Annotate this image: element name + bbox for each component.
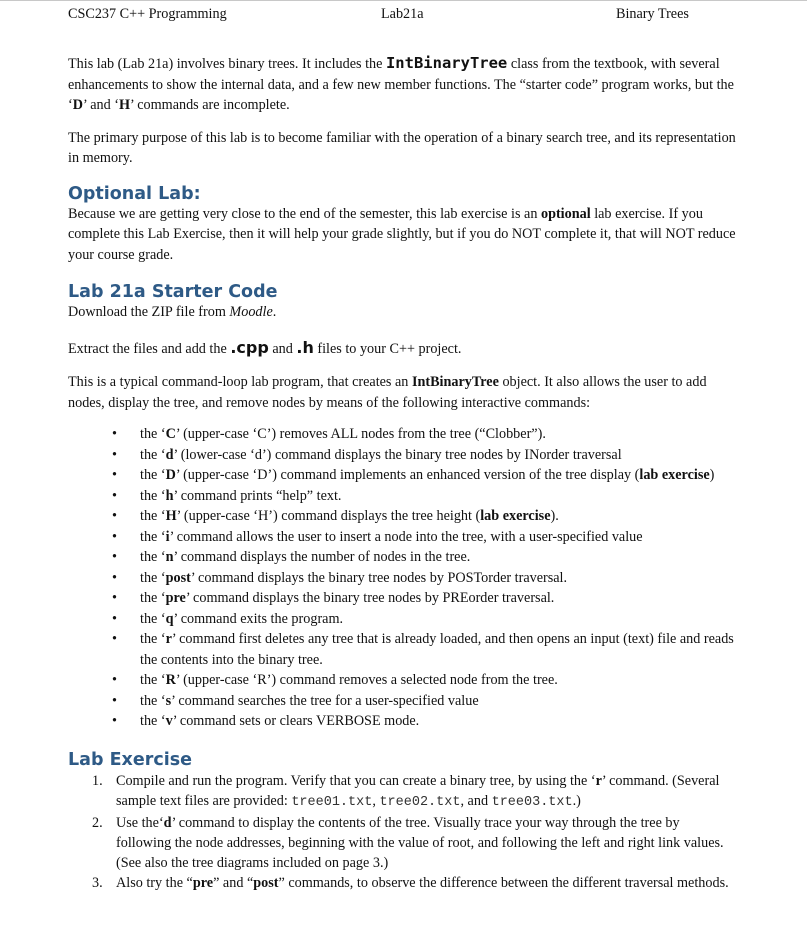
list-item: • the ‘H’ (upper-case ‘H’) command displays the tree height (lab exercise). [68,506,736,527]
bullet-icon: • [112,692,117,709]
list-item: • the ‘D’ (upper-case ‘D’) command implements an enhanced version of the tree display (lab exercise) [68,465,736,486]
optional-lab-paragraph: Because we are getting very close to the end of the semester, this lab exercise is an optional lab exercise. If you complete this Lab Exercise, then it will help your grade slightly, but if you do NOT complete it, that will NOT reduce your course grade. [68,205,736,263]
bullet-icon: • [112,569,117,586]
download-paragraph: Download the ZIP file from Moodle. [68,304,277,320]
bullet-icon: • [112,446,117,463]
extract-paragraph: Extract the files and add the .cpp and .h files to your C++ project. [68,337,462,357]
list-item: • the ‘d’ (lower-case ‘d’) command displays the binary tree nodes by INorder traversal [68,445,736,466]
file-tree03: tree03.txt [491,794,573,810]
list-item: • the ‘s’ command searches the tree for a user-specified value [68,691,736,712]
cpp-extension: .cpp [230,337,269,357]
command-list [68,424,736,732]
list-item: • the ‘R’ (upper-case ‘R’) command removes a selected node from the tree. [68,670,736,691]
bullet-icon: • [112,672,117,688]
moodle-text: Moodle [229,304,273,320]
exercise-step-3: 3. Also try the “pre” and “post” commands, to observe the difference between the different traversal methods. [92,874,729,891]
page-header [68,6,708,26]
header-course: CSC237 C++ Programming [68,6,227,22]
bullet-icon: • [112,610,117,627]
bullet-icon: • [112,426,117,442]
bullet-icon: • [112,631,117,647]
bullet-icon: • [112,487,117,504]
file-tree02: tree02.txt [379,794,461,810]
list-item: • the ‘q’ command exits the program. [68,609,736,630]
purpose-paragraph: The primary purpose of this lab is to become familiar with the operation of a binary search tree, and its representation in memory. [68,129,736,166]
h-extension: .h [296,337,314,357]
list-item: • the ‘pre’ command displays the binary tree nodes by PREorder traversal. [68,588,736,609]
lab-exercise-heading: Lab Exercise [68,749,192,770]
header-lab: Lab21a [381,6,424,22]
exercise-step-1: 1. Compile and run the program. Verify that you can create a binary tree, by using the ‘r’ command. (Several sample text files are provided: tree01.txt, tree02.txt, and tree03.txt.) [92,772,720,810]
bullet-icon: • [112,549,117,565]
header-topic: Binary Trees [616,6,689,22]
list-item: • the ‘post’ command displays the binary tree nodes by POSTorder traversal. [68,568,736,589]
starter-code-heading: Lab 21a Starter Code [68,282,278,302]
list-item: • the ‘i’ command allows the user to insert a node into the tree, with a user-specified value [68,527,736,548]
exercise-steps [68,771,736,893]
file-tree01: tree01.txt [291,794,373,810]
list-item: • the ‘C’ (upper-case ‘C’) removes ALL nodes from the tree (“Clobber”). [68,424,736,445]
list-item: • the ‘v’ command sets or clears VERBOSE mode. [68,711,736,732]
bullet-icon: • [112,508,117,524]
command-loop-paragraph: This is a typical command-loop lab program, that creates an IntBinaryTree object. It also allows the user to add nodes, display the tree, and remove nodes by means of the following interactive commands: [68,374,707,411]
intro-paragraph: This lab (Lab 21a) involves binary trees. It includes the IntBinaryTree class from the textbook, with several enhancements to show the internal data, and a few new member functions. The “starter code” program works, but the ‘D’ and ‘H’ commands are incomplete. [68,54,734,113]
exercise-step-2: 2. Use the‘d’ command to display the contents of the tree. Visually trace your way through the tree by following the node addresses, beginning with the value of root, and following the left and right link values. (See also the tree diagrams included on page 3.) [92,814,724,871]
bullet-icon: • [112,590,117,606]
list-item: • the ‘n’ command displays the number of nodes in the tree. [68,547,736,568]
list-item: • the ‘h’ command prints “help” text. [68,486,736,507]
page-top-border [0,0,807,1]
list-item: • the ‘r’ command first deletes any tree that is already loaded, and then opens an input (text) file and reads the contents into the binary tree. [112,631,734,668]
document-body [68,53,736,893]
optional-lab-heading: Optional Lab: [68,183,201,204]
bullet-icon: • [112,528,117,545]
bullet-icon: • [112,713,117,729]
class-name-intbinarytree: IntBinaryTree [385,54,508,72]
bullet-icon: • [112,467,117,483]
